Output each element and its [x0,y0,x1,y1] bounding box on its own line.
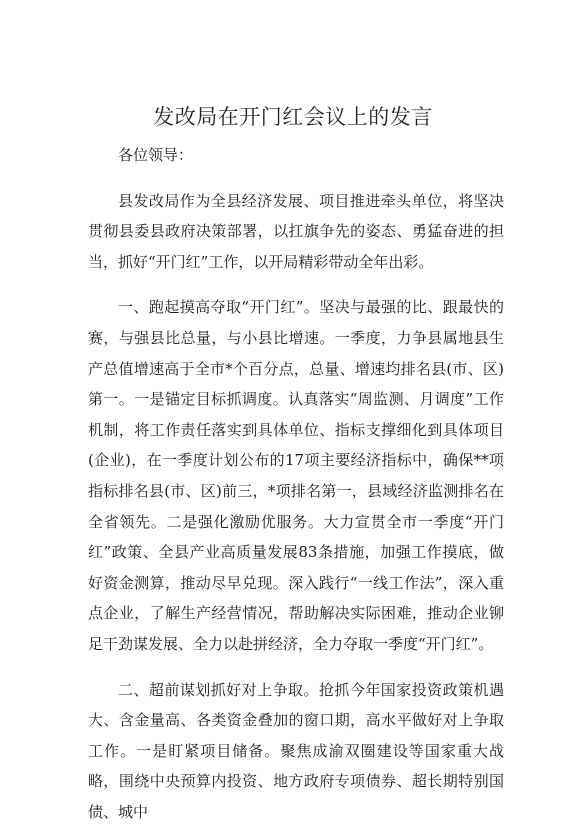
salutation: 各位领导： [88,140,504,171]
paragraph-section-2: 二、超前谋划抓好对上争取。抢抓今年国家投资政策机遇大、含金量高、各类资金叠加的窗口期，高水平做好对上争取工作。一是盯紧项目储备。聚焦成渝双圈建设等国家重大战略，围绕中央预算内投资、地方政府专项债券、超长期特别国债、城中 [88,675,504,827]
paragraph-section-1: 一、跑起摸高夺取“开门红”。坚决与最强的比、跟最快的赛，与强县比总量，与小县比增速。一季度，力争县属地县生产总值增速高于全市*个百分点，总量、增速均排名县(市、区)第一。一是锚定目标抓调度。认真落实“周监测、月调度”工作机制，将工作责任落实到具体单位、指标支撑细化到具体项目(企业)，在一季度计划公布的17项主要经济指标中，确保**项指标排名县(市、区)前三，*项排名第一，县域经济监测排名在全省领先。二是强化激励优服务。大力宣贯全市一季度“开门红”政策、全县产业高质量发展83条措施，加强工作摸底，做好资金测算，推动尽早兑现。深入践行“一线工作法”，深入重点企业，了解生产经营情况，帮助解决实际困难，推动企业铆足干劲谋发展、全力以赴拼经济，全力夺取一季度“开门红”。 [88,292,504,659]
document-title: 发改局在开门红会议上的发言 [0,102,586,132]
paragraph-intro: 县发改局作为全县经济发展、项目推进牵头单位，将坚决贯彻县委县政府决策部署，以扛旗争先的姿态、勇猛奋进的担当，抓好“开门红”工作，以开局精彩带动全年出彩。 [88,186,504,278]
document-body [88,140,504,827]
